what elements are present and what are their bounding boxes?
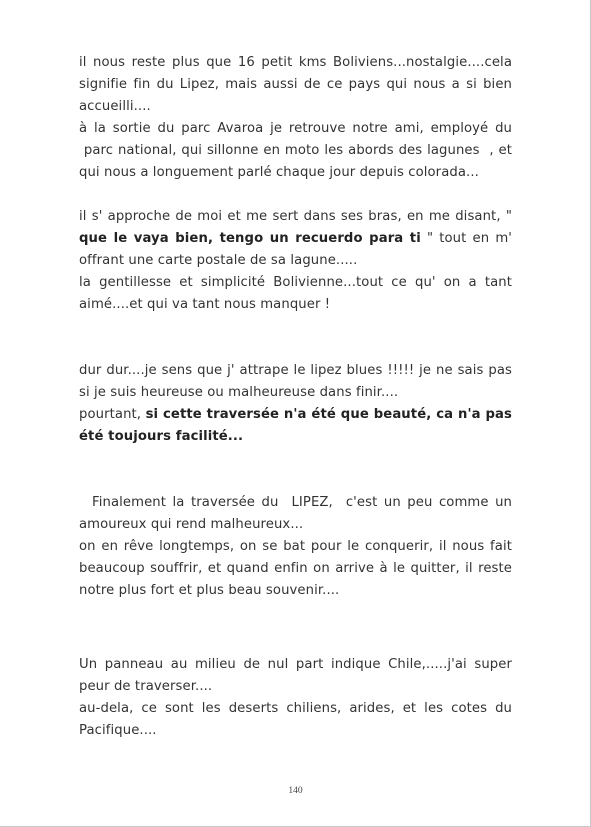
paragraph-3 (79, 360, 512, 448)
bold-phrase: été toujours facilité... (79, 429, 244, 444)
paragraph-1 (79, 52, 512, 184)
text-line: dur dur....je sens que j' attrape le lipez blues !!!!! je ne sais pas (79, 363, 512, 378)
text-line: offrant une carte postale de sa lagune..... (79, 253, 358, 268)
text-line: Un panneau au milieu de nul part indique Chile,.....j'ai super (79, 657, 512, 672)
text-line: beaucoup souffrir, et quand enfin on arrive à le quitter, il reste (79, 561, 512, 576)
text-line: on en rêve longtemps, on se bat pour le conquerir, il nous fait (79, 539, 512, 554)
text-line: au-dela, ce sont les deserts chiliens, arides, et les cotes du (79, 701, 512, 716)
bold-phrase: si cette traversée n'a été que beauté, ca n'a pas (145, 407, 512, 422)
paragraph-2 (79, 206, 512, 316)
text-line: si je suis heureuse ou malheureuse dans finir.... (79, 385, 399, 400)
bold-quote: que le vaya bien, tengo un recuerdo para ti (79, 231, 421, 246)
text-run: " tout en m' (420, 231, 512, 246)
text-line: parc national, qui sillonne en moto les abords des lagunes , et (79, 143, 512, 158)
text-line: qui nous a longuement parlé chaque jour depuis colorada... (79, 165, 479, 180)
text-line: Pacifique.... (79, 723, 157, 738)
paragraph-5 (79, 654, 512, 742)
text-line: peur de traverser.... (79, 679, 213, 694)
text-line: Finalement la traversée du LIPEZ, c'est un peu comme un (79, 495, 512, 510)
text-line: signifie fin du Lipez, mais aussi de ce pays qui nous a si bien (79, 77, 512, 92)
page-number: 140 (288, 786, 303, 796)
text-line: il nous reste plus que 16 petit kms Boliviens...nostalgie....cela (79, 55, 512, 70)
text-line: à la sortie du parc Avaroa je retrouve notre ami, employé du (79, 121, 512, 136)
text-line: il s' approche de moi et me sert dans ses bras, en me disant, " (79, 209, 512, 224)
paragraph-4 (79, 492, 512, 602)
text-line-mixed (79, 228, 512, 250)
text-line: amoureux qui rend malheureux... (79, 517, 304, 532)
text-line: accueilli.... (79, 99, 151, 114)
text-line-mixed (79, 404, 512, 426)
text-run: pourtant, (79, 407, 146, 422)
text-line: notre plus fort et plus beau souvenir.... (79, 583, 340, 598)
document-page (79, 52, 512, 742)
text-line: aimé....et qui va tant nous manquer ! (79, 297, 331, 312)
text-line: la gentillesse et simplicité Bolivienne...tout ce qu' on a tant (79, 275, 512, 290)
